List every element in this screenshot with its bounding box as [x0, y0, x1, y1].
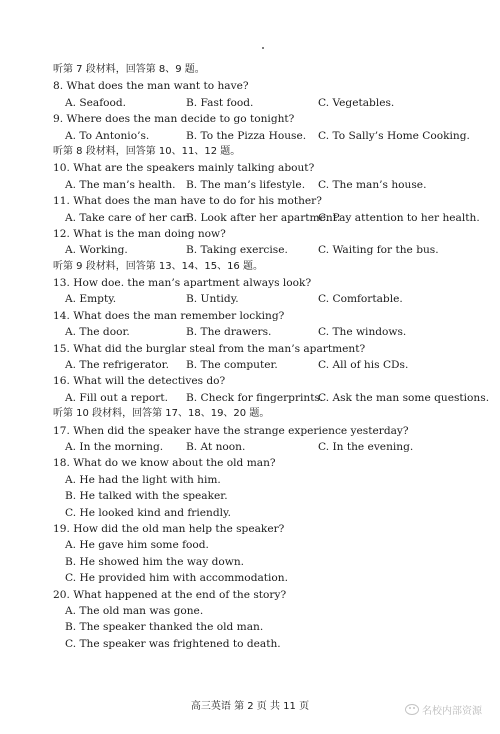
- watermark: [405, 702, 482, 717]
- question-stem: 14. What does the man remember locking?: [53, 309, 285, 322]
- answer-option: C. Pay attention to her health.: [318, 211, 480, 224]
- answer-options-row: [53, 357, 483, 373]
- answer-option: C. Waiting for the bus.: [318, 244, 439, 257]
- answer-option: C. The speaker was frightened to death.: [65, 637, 281, 650]
- section-instruction: 听第 7 段材料，回答第 8、9 题。: [53, 64, 205, 75]
- page-footer: 高三英语 第 2 页 共 11 页: [190, 701, 310, 712]
- answer-option: B. The computer.: [186, 359, 278, 372]
- answer-option: B. The speaker thanked the old man.: [65, 621, 264, 634]
- answer-option: C. He looked kind and friendly.: [65, 506, 231, 519]
- answer-option: A. He gave him some food.: [65, 539, 209, 552]
- answer-option: A. Empty.: [65, 293, 117, 306]
- answer-options-row: [53, 291, 483, 307]
- question-stem: 15. What did the burglar steal from the man’s apartment?: [53, 342, 366, 355]
- answer-option: B. The man’s lifestyle.: [186, 178, 306, 191]
- question-stem: 16. What will the detectives do?: [53, 375, 226, 388]
- answer-option: B. He talked with the speaker.: [65, 490, 228, 503]
- answer-option: A. Working.: [65, 244, 128, 257]
- answer-option: C. To Sally’s Home Cooking.: [318, 129, 470, 142]
- answer-option: B. Look after her apartment.: [186, 211, 341, 224]
- wechat-icon: [405, 704, 419, 715]
- answer-option: A. The man’s health.: [65, 178, 176, 191]
- answer-options-row: [53, 177, 483, 193]
- question-stem: 20. What happened at the end of the story?: [53, 588, 287, 601]
- section-instruction: 听第 9 段材料，回答第 13、14、15、16 题。: [53, 260, 263, 272]
- question-stem: 17. When did the speaker have the strange experience yesterday?: [53, 424, 409, 437]
- answer-options-row: [53, 210, 483, 226]
- question-stem: 13. How doe. the man’s apartment always look?: [53, 277, 312, 290]
- answer-option: A. The old man was gone.: [65, 604, 204, 617]
- question-stem: 8. What does the man want to have?: [53, 80, 249, 93]
- answer-options-row: [53, 128, 483, 144]
- answer-option: C. He provided him with accommodation.: [65, 572, 289, 585]
- answer-option: C. Comfortable.: [318, 293, 403, 306]
- answer-option: B. Fast food.: [186, 96, 254, 109]
- answer-option: B. Check for fingerprints.: [186, 391, 324, 404]
- question-stem: 12. What is the man doing now?: [53, 227, 226, 240]
- answer-option: A. The refrigerator.: [65, 359, 169, 372]
- section-instruction: 听第 10 段材料，回答第 17、18、19、20 题。: [53, 408, 270, 420]
- question-stem: 18. What do we know about the old man?: [53, 457, 276, 470]
- answer-option: C. In the evening.: [318, 440, 414, 453]
- answer-option: C. The man’s house.: [318, 178, 427, 191]
- answer-option: A. Fill out a report.: [65, 391, 168, 404]
- answer-option: A. Seafood.: [65, 96, 127, 109]
- answer-options-row: [53, 439, 483, 455]
- answer-option: C. The windows.: [318, 326, 407, 339]
- answer-options-row: [53, 242, 483, 258]
- answer-option: A. To Antonio’s.: [65, 129, 150, 142]
- answer-option: B. The drawers.: [186, 326, 272, 339]
- answer-option: C. Ask the man some questions.: [318, 391, 490, 404]
- answer-option: A. Take care of her car.: [65, 211, 190, 224]
- answer-option: A. He had the light with him.: [65, 473, 221, 486]
- section-instruction: 听第 8 段材料，回答第 10、11、12 题。: [53, 145, 241, 157]
- answer-option: C. All of his CDs.: [318, 359, 409, 372]
- answer-option: B. He showed him the way down.: [65, 555, 245, 568]
- answer-option: A. The door.: [65, 326, 130, 339]
- answer-option: B. At noon.: [186, 440, 246, 453]
- question-stem: 11. What does the man have to do for his mother?: [53, 195, 322, 208]
- answer-options-row: [53, 324, 483, 340]
- answer-option: A. In the morning.: [65, 440, 164, 453]
- question-stem: 19. How did the old man help the speaker?: [53, 522, 285, 535]
- scan-dot: [262, 47, 264, 49]
- question-list: [53, 62, 490, 652]
- answer-option: B. Untidy.: [186, 293, 239, 306]
- question-stem: 9. Where does the man decide to go tonight?: [53, 113, 295, 126]
- answer-options-row: [53, 390, 490, 406]
- answer-option: B. Taking exercise.: [186, 244, 288, 257]
- answer-option: C. Vegetables.: [318, 96, 395, 109]
- answer-option: B. To the Pizza House.: [186, 129, 307, 142]
- answer-options-row: [53, 95, 483, 111]
- watermark-text: 名校内部资源: [422, 706, 482, 717]
- question-stem: 10. What are the speakers mainly talking about?: [53, 162, 315, 175]
